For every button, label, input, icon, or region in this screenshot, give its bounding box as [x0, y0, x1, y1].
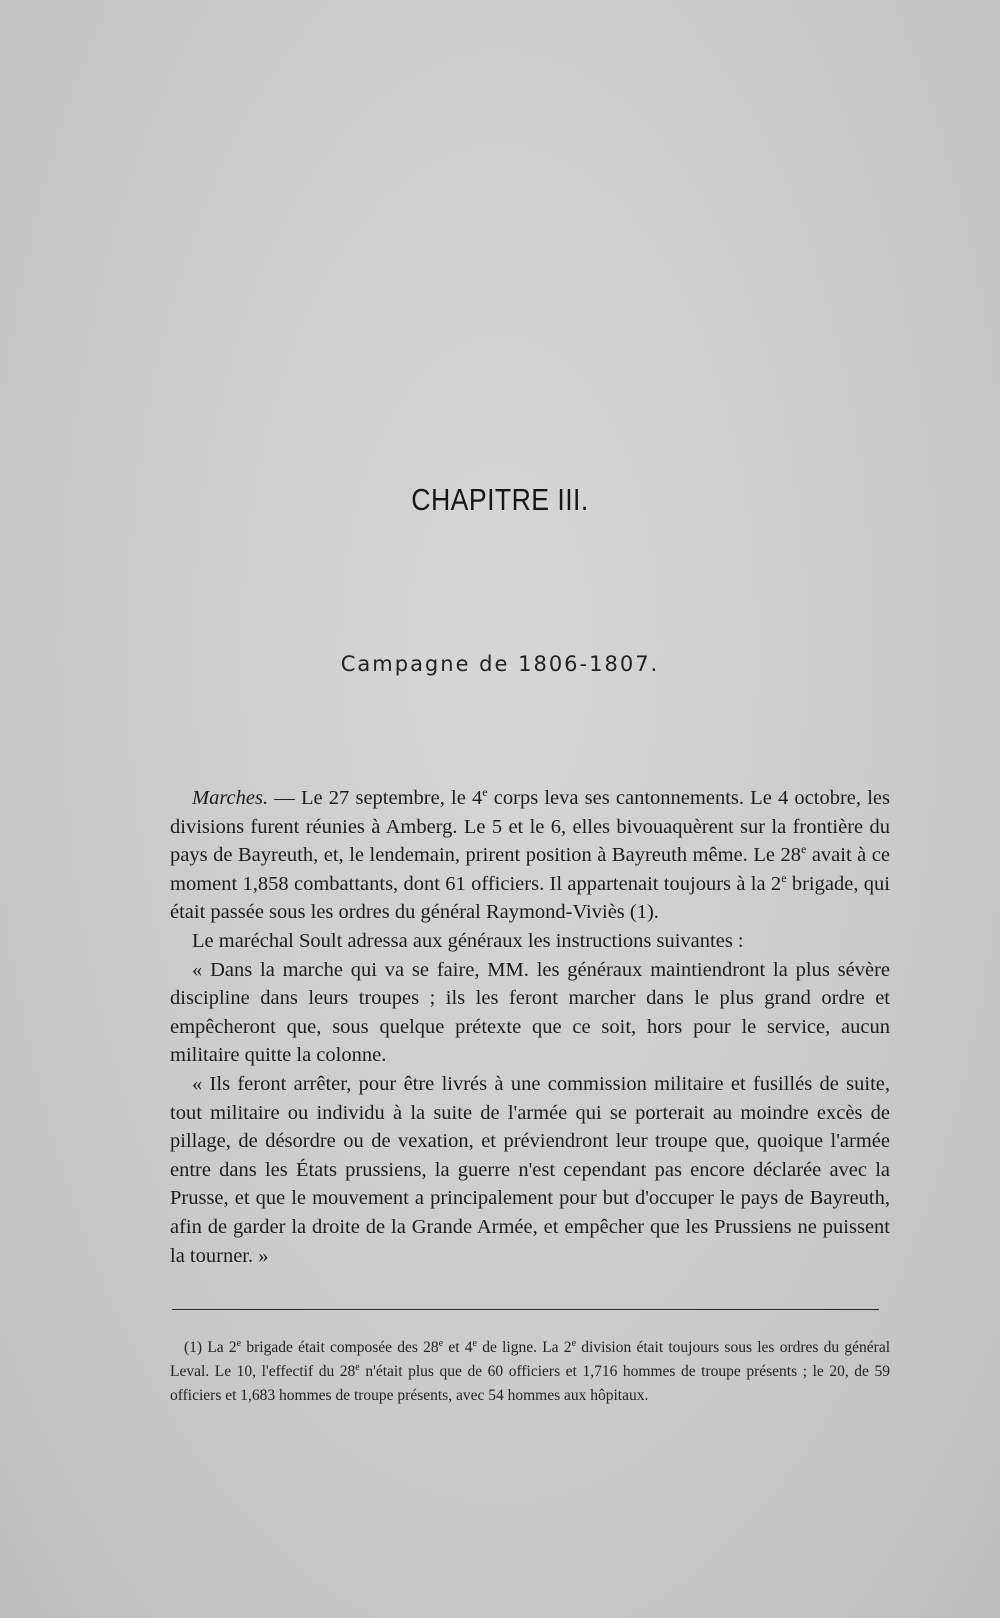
section-title: Campagne de 1806-1807. — [340, 652, 660, 676]
paragraph-label: Marches. — [192, 787, 269, 809]
chapter-title: CHAPITRE III. — [411, 482, 589, 517]
paragraph-quote-2: « Ils feront arrêter, pour être livrés à une commission militaire et fusillés de suite, tout militaire ou individu à la suite de l'armée qui se porterait au moindre excès de pillage, de désordre ou de vexation, et préviendront leur troupe que, quoique l'armée entre dans les États prussiens, la guerre n'est cependant pas encore déclarée avec la Prusse, et que le mouvement a principalement pour but d'occuper le pays de Bayreuth, afin de garder la droite de la Grande Armée, et empêcher que les Prussiens ne puissent la tourner. » — [170, 1072, 890, 1267]
paragraph-quote-1: « Dans la marche qui va se faire, MM. les généraux maintiendront la plus sévère discipline dans leurs troupes ; ils les feront marcher dans le plus grand ordre et empêcheront que, sous quelque prétexte que ce soit, hors pour le service, aucun militaire quitte la colonne. — [170, 958, 890, 1067]
paragraph-instructions-intro: Le maréchal Soult adressa aux généraux les instructions suivantes : — [192, 929, 744, 952]
footnote — [170, 1336, 890, 1408]
paragraph-marches: Marches. — Le 27 septembre, le 4e corps leva ses cantonnements. Le 4 octobre, les divisions furent réunies à Amberg. Le 5 et le 6, elles bivouaquèrent sur la frontière du pays de Bayreuth, et, le lendemain, prirent position à Bayreuth même. Le 28e avait à ce moment 1,858 combattants, dont 61 officiers. Il appartenait toujours à la 2e brigade, qui était passée sous les ordres du général Raymond-Viviès (1). — [170, 785, 890, 924]
footnote-text: (1) La 2e brigade était composée des 28e et 4e de ligne. La 2e division était toujours sous les ordres du général Leval. Le 10, l'effectif du 28e n'était plus que de 60 officiers et 1,716 hommes de troupe présents ; le 20, de 59 officiers et 1,683 hommes de troupe présents, avec 54 hommes aux hôpitaux. — [170, 1338, 891, 1404]
footnote-divider — [172, 1309, 879, 1310]
body-text — [170, 784, 890, 1270]
